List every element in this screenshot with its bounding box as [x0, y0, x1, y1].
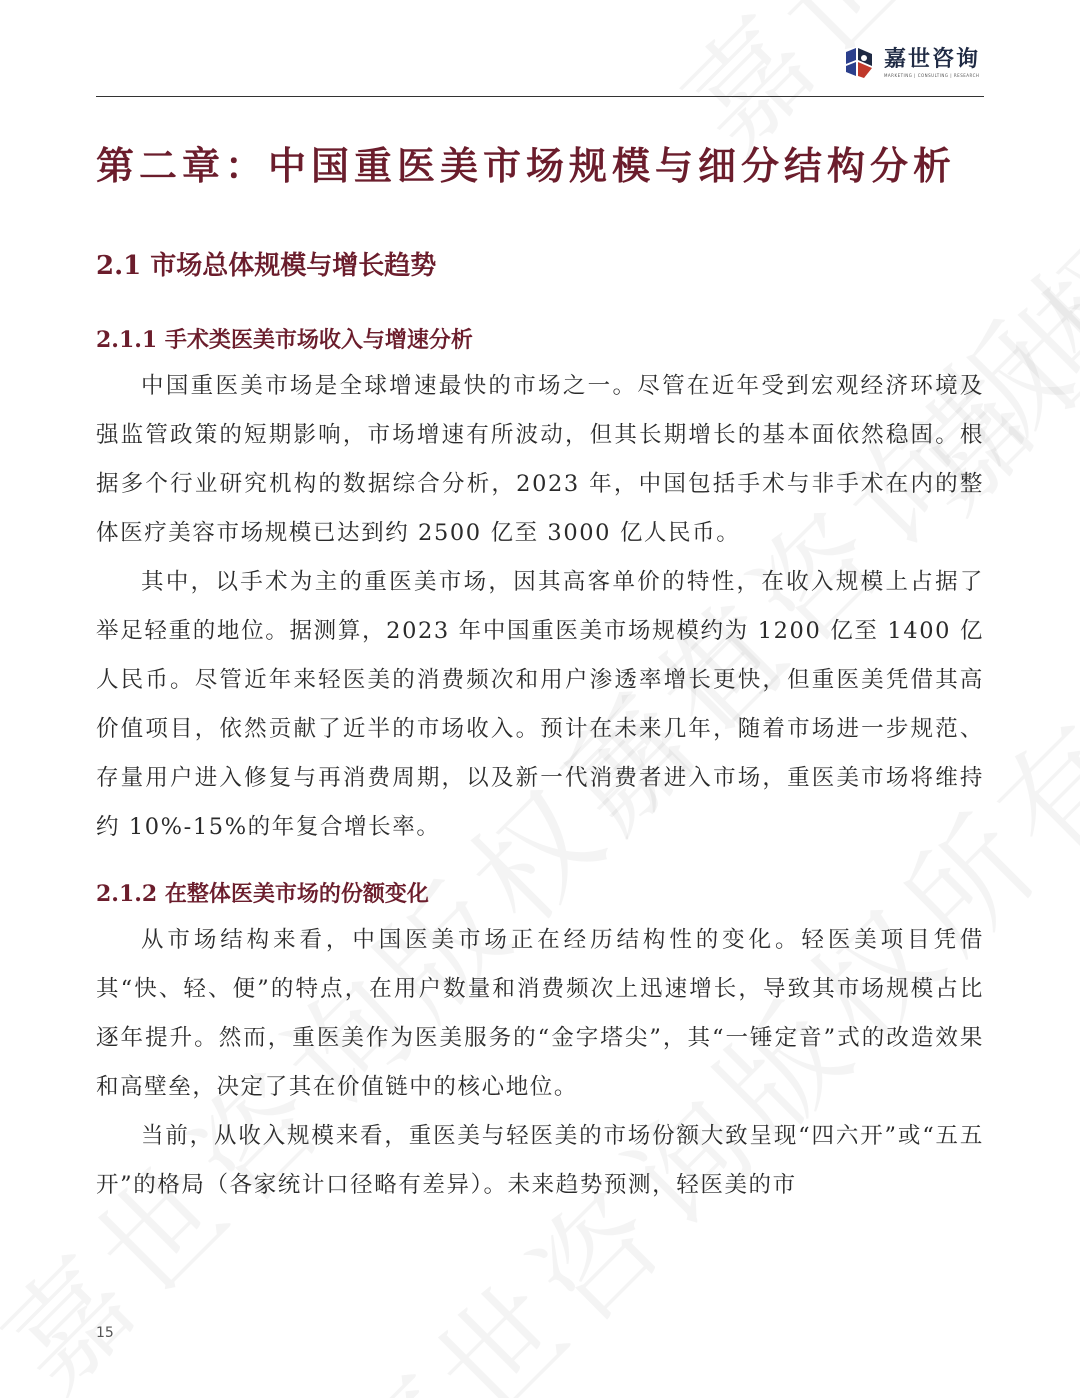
paragraph: 从市场结构来看，中国医美市场正在经历结构性的变化。轻医美项目凭借其“快、轻、便”的特点，在用户数量和消费频次上迅速增长，导致其市场规模占比逐年提升。然而，重医美作为医美服务的“金字塔尖”，其“一锤定音”式的改造效果和高壁垒，决定了其在价值链中的核心地位。	[96, 927, 984, 1100]
logo-name: 嘉世咨询	[883, 47, 980, 72]
section-title-2-1: 2.1 市场总体规模与增长趋势	[96, 251, 437, 281]
subsection-title-2-1-1: 2.1.1 手术类医美市场收入与增速分析	[96, 327, 473, 353]
brand-logo	[842, 46, 980, 80]
page-number: 15	[96, 1325, 114, 1341]
jiashi-logo-icon	[842, 46, 876, 80]
page-header	[96, 40, 984, 97]
chapter-title: 第二章：中国重医美市场规模与细分结构分析	[96, 143, 957, 188]
document-body	[96, 130, 984, 1210]
logo-subtitle: MARKETING | CONSULTING | RESEARCH	[883, 73, 980, 78]
subsection-title-2-1-2: 2.1.2 在整体医美市场的份额变化	[96, 881, 429, 907]
paragraph: 其中，以手术为主的重医美市场，因其高客单价的特性，在收入规模上占据了举足轻重的地位。据测算，2023 年中国重医美市场规模约为 1200 亿至 1400 亿人民币。尽管近年来轻医美的消费频次和用户渗透率增长更快，但重医美凭借其高价值项目，依然贡献了近半的市场收入。预计在未来几年，随着市场进一步规范、存量用户进入修复与再消费周期，以及新一代消费者进入市场，重医美市场将维持约 10%-15%的年复合增长率。	[96, 569, 984, 840]
paragraph: 中国重医美市场是全球增速最快的市场之一。尽管在近年受到宏观经济环境及强监管政策的短期影响，市场增速有所波动，但其长期增长的基本面依然稳固。根据多个行业研究机构的数据综合分析，2023 年，中国包括手术与非手术在内的整体医疗美容市场规模已达到约 2500 亿至 3000 亿人民币。	[96, 373, 984, 546]
paragraph: 当前，从收入规模来看，重医美与轻医美的市场份额大致呈现“四六开”或“五五开”的格局（各家统计口径略有差异）。未来趋势预测，轻医美的市	[96, 1123, 984, 1198]
